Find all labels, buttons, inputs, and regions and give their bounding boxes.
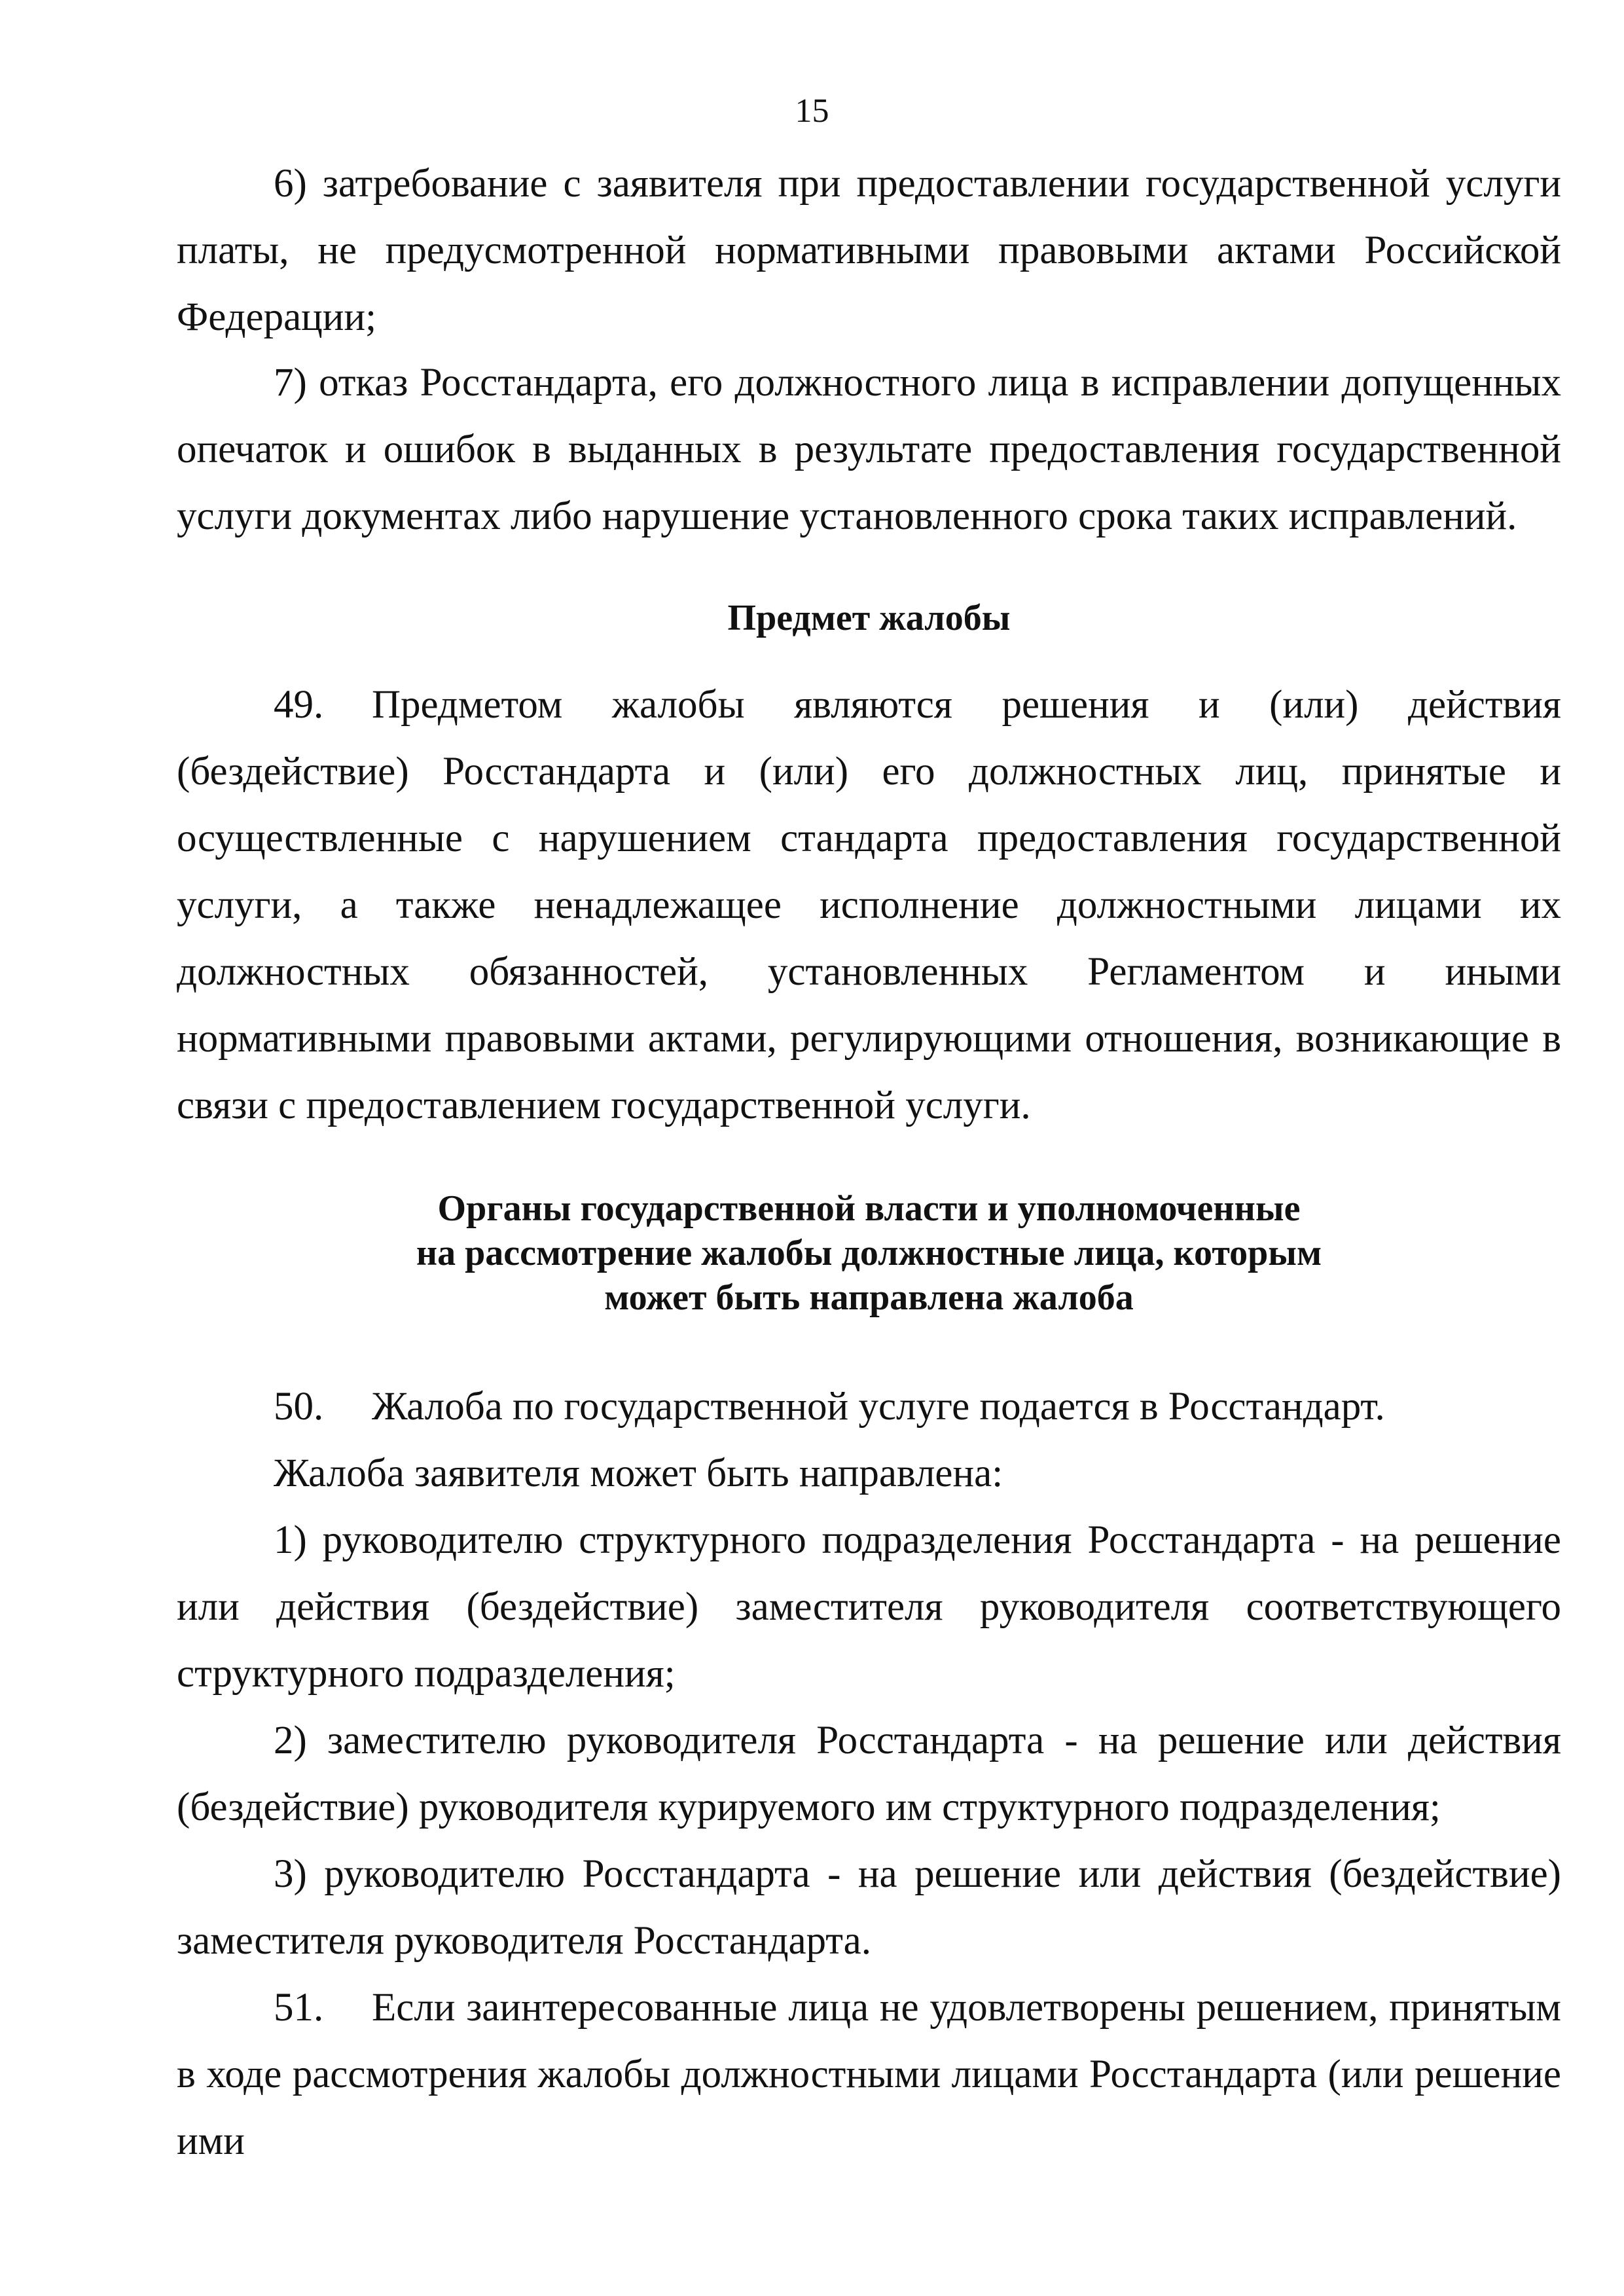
paragraph-49-number: 49.	[274, 683, 324, 727]
section-heading-bodies-line-2: на рассмотрение жалобы должностные лица, которым	[416, 1233, 1322, 1273]
list-item-3: 3) руководителю Росстандарта - на решение или действия (бездействие) заместителя руководителя Росстандарта.	[177, 1852, 1561, 1963]
paragraph-51-text: Если заинтересованные лица не удовлетворены решением, принятым в ходе рассмотрения жалобы должностными лицами Росстандарта (или решение ими	[177, 1986, 1561, 2163]
paragraph-51	[177, 1975, 1561, 2175]
paragraph-51-number: 51.	[274, 1986, 324, 2030]
paragraph-50-text: Жалоба по государственной услуге подается в Росстандарт.	[372, 1385, 1385, 1429]
paragraph-49-text: Предметом жалобы являются решения и (или) действия (бездействие) Росстандарта и (или) его должностных лиц, принятые и осуществленные с нарушением стандарта предоставления государственной услуги, а также ненадлежащее исполнение должностными лицами их должностных обязанностей, установленных Регламентом и иными нормативными правовыми актами, регулирующими отношения, возникающие в связи с предоставлением государственной услуги.	[177, 683, 1561, 1127]
paragraph-50-number: 50.	[274, 1385, 324, 1429]
list-item-6: 6) затребование с заявителя при предоставлении государственной услуги платы, не предусмотренной нормативными правовыми актами Российской Федерации;	[177, 162, 1561, 339]
paragraph-50	[177, 1374, 1561, 1440]
page-number: 15	[795, 92, 829, 130]
section-heading-subject: Предмет жалобы	[727, 598, 1011, 638]
section-heading-bodies	[177, 1186, 1561, 1320]
section-heading-bodies-line-1: Органы государственной власти и уполномоченные	[437, 1188, 1301, 1229]
section-heading-bodies-line-3: может быть направлена жалоба	[604, 1277, 1134, 1318]
list-item-7: 7) отказ Росстандарта, его должностного лица в исправлении допущенных опечаток и ошибок в выданных в результате предоставления государственной услуги документах либо нарушение установленного срока таких исправлений.	[177, 361, 1561, 538]
paragraph-49	[177, 672, 1561, 1139]
complaint-intro: Жалоба заявителя может быть направлена:	[274, 1451, 1003, 1495]
list-item-2: 2) заместителю руководителя Росстандарта - на решение или действия (бездействие) руководителя курируемого им структурного подразделения;	[177, 1719, 1561, 1829]
list-item-1: 1) руководителю структурного подразделения Росстандарта - на решение или действия (бездействие) заместителя руководителя соответствующего структурного подразделения;	[177, 1518, 1561, 1696]
